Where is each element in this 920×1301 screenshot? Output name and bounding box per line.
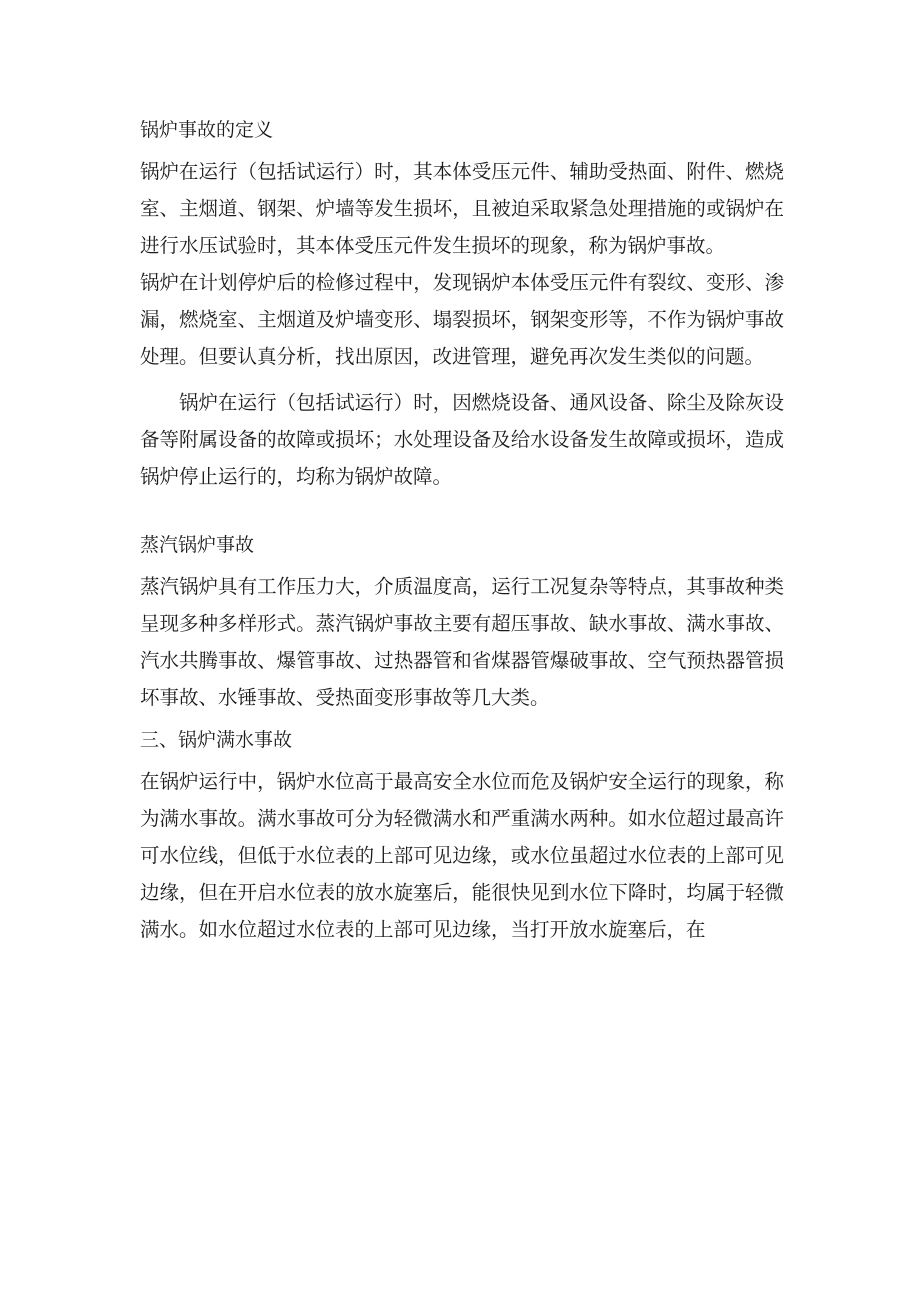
paragraph-definition-3: 锅炉在运行（包括试运行）时，因燃烧设备、通风设备、除尘及除灰设备等附属设备的故障或损坏；水处理设备及给水设备发生故障或损坏，造成锅炉停止运行的，均称为锅炉故障。 bbox=[140, 391, 784, 488]
section-title-steam-boiler: 蒸汽锅炉事故 bbox=[140, 534, 255, 556]
paragraph-definition-1: 锅炉在运行（包括试运行）时，其本体受压元件、辅助受热面、附件、燃烧室、主烟道、钢架、炉墙等发生损坏，且被迫采取紧急处理措施的或锅炉在进行水压试验时，其本体受压元件发生损坏的现象，称为锅炉事故。 bbox=[140, 160, 784, 257]
paragraph-full-water: 在锅炉运行中，锅炉水位高于最高安全水位而危及锅炉安全运行的现象，称为满水事故。满水事故可分为轻微满水和严重满水两种。如水位超过最高许可水位线，但低于水位表的上部可见边缘，或水位虽超过水位表的上部可见边缘，但在开启水位表的放水旋塞后，能很快见到水位下降时，均属于轻微满水。如水位超过水位表的上部可见边缘，当打开放水旋塞后，在 bbox=[140, 770, 784, 941]
paragraph-definition-2: 锅炉在计划停炉后的检修过程中，发现锅炉本体受压元件有裂纹、变形、渗漏，燃烧室、主烟道及炉墙变形、塌裂损坏，钢架变形等，不作为锅炉事故处理。但要认真分析，找出原因，改进管理，避免再次发生类似的问题。 bbox=[140, 271, 784, 368]
document-page bbox=[140, 106, 784, 948]
section-spacer bbox=[140, 495, 784, 521]
paragraph-steam-boiler: 蒸汽锅炉具有工作压力大，介质温度高，运行工况复杂等特点，其事故种类呈现多种多样形式。蒸汽锅炉事故主要有超压事故、缺水事故、满水事故、汽水共腾事故、爆管事故、过热器管和省煤器管爆破事故、空气预热器管损坏事故、水锤事故、受热面变形事故等几大类。 bbox=[140, 575, 784, 709]
section-title-full-water: 三、锅炉满水事故 bbox=[140, 729, 293, 751]
section-title-definition: 锅炉事故的定义 bbox=[140, 119, 274, 141]
